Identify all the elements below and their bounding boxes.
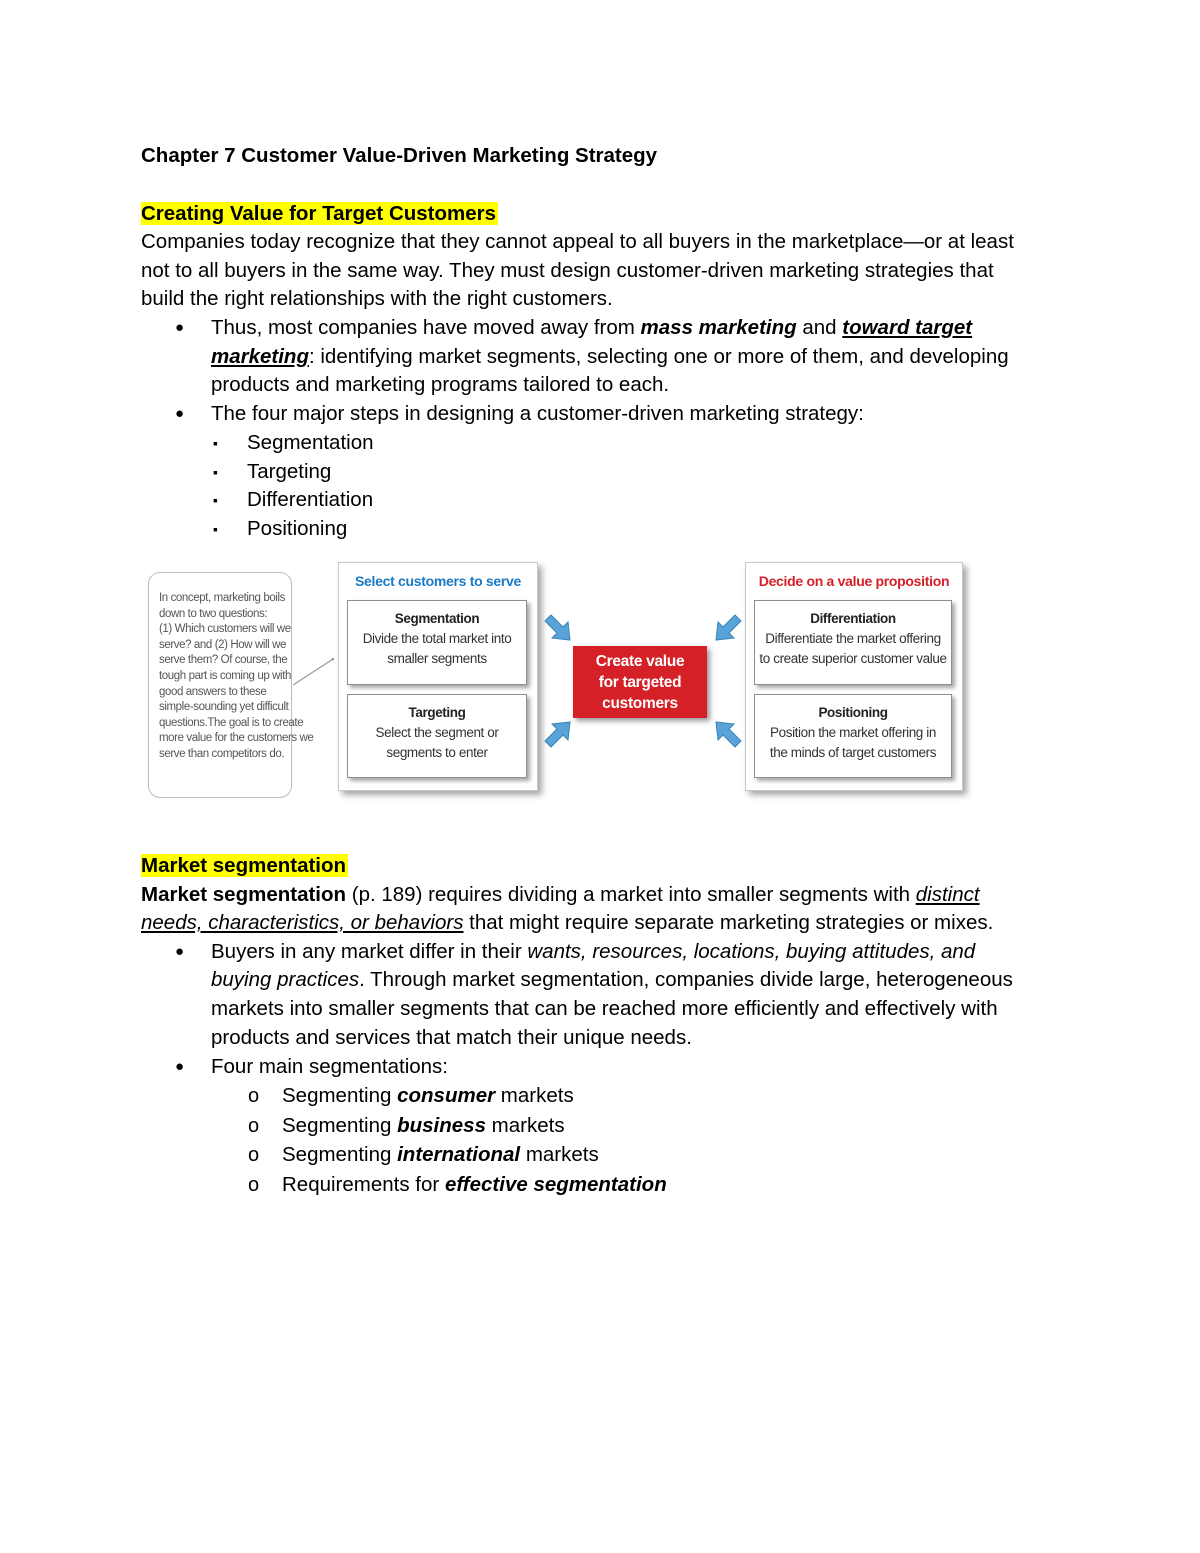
circle-bullet-icon: o xyxy=(248,1085,260,1107)
segmentation-box: Segmentation Divide the total market into smaller segments xyxy=(347,600,527,685)
bullet-icon: ● xyxy=(175,943,185,960)
bullet-text: Buyers in any market differ in their wants, resources, locations, buying attitudes, and xyxy=(211,940,976,963)
paragraph-line: not to all buyers in the same way. They must design customer-driven marketing strategies that xyxy=(141,259,994,282)
list-item: Targeting xyxy=(247,460,332,483)
bullet-text: Four main segmentations: xyxy=(211,1055,449,1078)
sub-bullet-icon: ▪ xyxy=(213,521,218,537)
paragraph-line: Market segmentation (p. 189) requires dividing a market into smaller segments with distinct xyxy=(141,883,980,906)
targeting-box: Targeting Select the segment or segments to enter xyxy=(347,694,527,778)
bullet-text: The four major steps in designing a customer-driven marketing strategy: xyxy=(211,402,864,425)
paragraph-line: needs, characteristics, or behaviors that might require separate marketing strategies or mixes. xyxy=(141,911,994,934)
paragraph-line: Companies today recognize that they cannot appeal to all buyers in the marketplace—or at least xyxy=(141,230,1014,253)
value-proposition-panel xyxy=(745,562,963,791)
create-value-box: Create value for targeted customers xyxy=(573,646,707,718)
list-item: Segmenting business markets xyxy=(282,1114,565,1137)
bullet-text: Thus, most companies have moved away from mass marketing and toward target xyxy=(211,316,973,339)
list-item: Positioning xyxy=(247,517,348,540)
select-customers-panel xyxy=(338,562,538,791)
bullet-text: marketing: identifying market segments, selecting one or more of them, and developing xyxy=(211,345,1009,368)
sub-bullet-icon: ▪ xyxy=(213,435,218,451)
strategy-diagram xyxy=(140,560,970,805)
arrow-up-right-icon xyxy=(542,718,574,750)
arrow-down-right-icon xyxy=(542,612,574,644)
list-item: Segmentation xyxy=(247,431,374,454)
section-heading-creating-value: Creating Value for Target Customers xyxy=(141,202,497,225)
list-item: Segmenting consumer markets xyxy=(282,1084,574,1107)
bullet-icon: ● xyxy=(175,405,185,422)
page-title: Chapter 7 Customer Value-Driven Marketing Strategy xyxy=(141,144,658,167)
circle-bullet-icon: o xyxy=(248,1115,260,1137)
circle-bullet-icon: o xyxy=(248,1174,260,1196)
circle-bullet-icon: o xyxy=(248,1144,260,1166)
bullet-text: buying practices. Through market segmentation, companies divide large, heterogeneous xyxy=(211,968,1013,991)
arrow-up-left-icon xyxy=(712,718,744,750)
paragraph-line: build the right relationships with the right customers. xyxy=(141,287,613,310)
list-item: Requirements for effective segmentation xyxy=(282,1173,667,1196)
panel-title: Decide on a value proposition xyxy=(758,573,950,589)
note-connector-line xyxy=(292,658,334,686)
bullet-icon: ● xyxy=(175,319,185,336)
sub-bullet-icon: ▪ xyxy=(213,492,218,508)
bullet-text: products and marketing programs tailored to each. xyxy=(211,373,670,396)
list-item: Differentiation xyxy=(247,488,374,511)
panel-title: Select customers to serve xyxy=(354,573,522,589)
section-heading-market-segmentation: Market segmentation xyxy=(141,854,347,877)
concept-note: In concept, marketing boils down to two questions: (1) Which customers will we serve? and (2) How will we serve them? Of course, the tough part is coming up with good answers to these simple-sounding yet difficult questions.The goal is to create more value for the customers we serve than competitors do. xyxy=(148,572,292,798)
list-item: Segmenting international markets xyxy=(282,1143,599,1166)
positioning-box: Positioning Position the market offering in the minds of target customers xyxy=(754,694,952,778)
bullet-icon: ● xyxy=(175,1058,185,1075)
bullet-text: markets into smaller segments that can be reached more efficiently and effectively with xyxy=(211,997,998,1020)
differentiation-box: Differentiation Differentiate the market offering to create superior customer value xyxy=(754,600,952,685)
bullet-text: products and services that match their unique needs. xyxy=(211,1026,692,1049)
sub-bullet-icon: ▪ xyxy=(213,464,218,480)
arrow-down-left-icon xyxy=(712,612,744,644)
